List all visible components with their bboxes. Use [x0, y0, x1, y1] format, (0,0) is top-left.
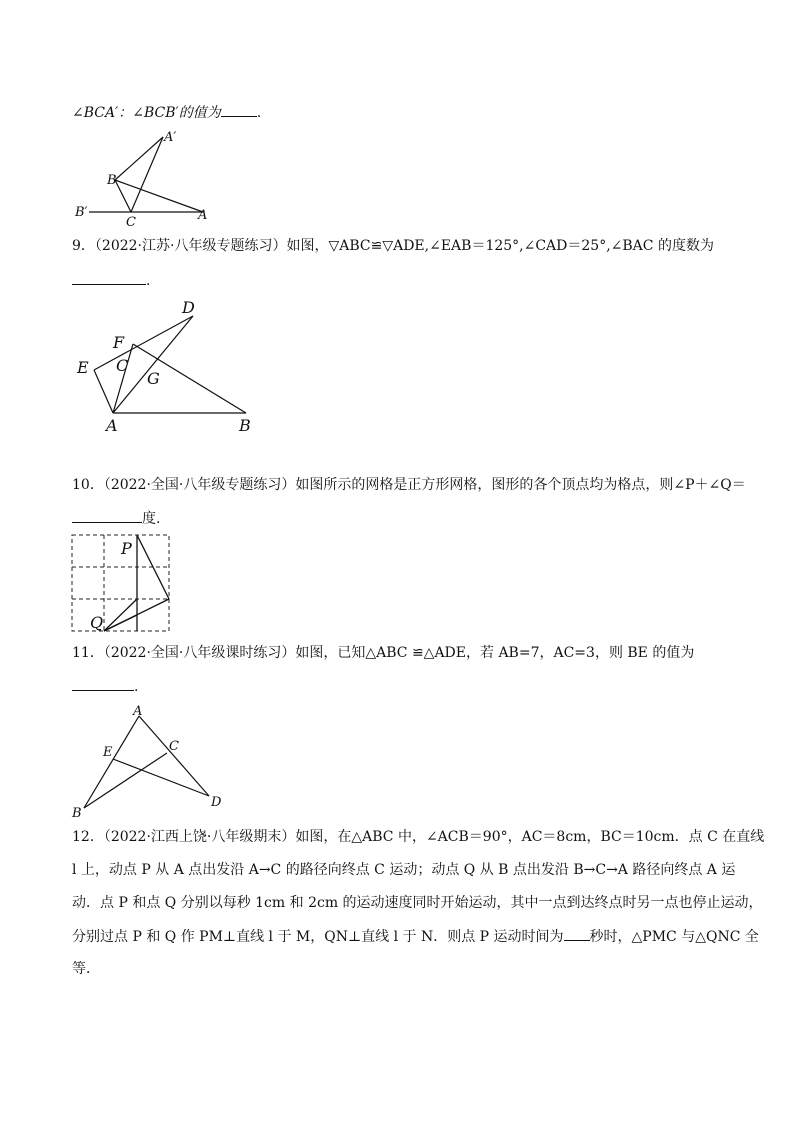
fig11-label-c: C — [169, 739, 179, 754]
fig10-label-p: P — [121, 539, 132, 558]
q11-number: 11． — [72, 645, 104, 661]
q12-line1-text: 如图，在△ABC 中，∠ACB＝90°，AC＝8cm，BC＝10cm．点 C 在直线 — [295, 829, 765, 845]
q8-tail-end: . — [256, 105, 262, 121]
q10-text: 如图所示的网格是正方形网格，图形的各个顶点均为格点，则∠P＋∠Q＝ — [295, 477, 746, 493]
answer-blank[interactable] — [564, 927, 590, 941]
q12-number: 12． — [72, 829, 104, 845]
fig9-label-e: E — [77, 358, 89, 377]
fig9-label-b: B — [239, 416, 251, 435]
fig10-label-q: Q — [90, 613, 104, 632]
q9-text: 如图，▽ABC≌▽ADE,∠EAB＝125°,∠CAD＝25°,∠BAC 的度数为 — [286, 238, 714, 254]
q12-source: （2022·江西上饶·八年级期末） — [103, 829, 296, 845]
q12-line2-text: l 上，动点 P 从 A 点出发沿 A→C 的路径向终点 C 运动；动点 Q 从 B 点出发沿 B→C→A 路径向终点 A 运 — [72, 862, 736, 878]
fig9-label-g: G — [147, 369, 160, 388]
q12-line3-text: 动．点 P 和点 Q 分别以每秒 1cm 和 2cm 的运动速度同时开始运动，其中一点到达终点时另一点也停止运动， — [72, 895, 763, 911]
fig9-label-f: F — [113, 333, 125, 352]
fig11-label-a: A — [133, 704, 143, 719]
fig8-label-b-prime: B′ — [75, 205, 88, 220]
q9-end: . — [146, 273, 151, 289]
fig9-label-a: A — [106, 416, 118, 435]
fig8-label-a: A — [198, 208, 208, 223]
q9-source: （2022·江苏·八年级专题练习） — [94, 238, 287, 254]
q12-line3 — [72, 894, 763, 912]
q11-end: . — [134, 679, 139, 695]
fig11-label-b: B — [72, 806, 82, 821]
q10-number: 10． — [72, 477, 104, 493]
q12-line4b-text: 秒时，△PMC 与△QNC 全 — [589, 929, 759, 945]
fig9-label-d: D — [182, 298, 195, 317]
q12-line4a-text: 分别过点 P 和 Q 作 PM⊥直线 l 于 M，QN⊥直线 l 于 N．则点 P 运动时间为 — [72, 929, 564, 945]
q12-line5 — [72, 960, 100, 978]
q11-source: （2022·全国·八年级课时练习） — [103, 645, 296, 661]
fig11-label-d: D — [211, 795, 222, 810]
fig8-label-a-prime: A′ — [164, 130, 177, 145]
q9-number: 9． — [72, 238, 95, 254]
fig11-label-e: E — [103, 745, 113, 760]
q10-source: （2022·全国·八年级专题练习） — [103, 477, 296, 493]
q8-tail-text: ∠BCA′：∠BCB′的值为 — [72, 105, 221, 121]
fig8-label-b: B — [107, 173, 117, 188]
fig8-label-c: C — [126, 215, 136, 230]
q12-line5-text: 等． — [72, 961, 100, 977]
q11-text: 如图，已知△ABC ≌△ADE，若 AB=7，AC=3，则 BE 的值为 — [295, 645, 695, 661]
q10-unit: 度. — [142, 511, 161, 527]
q12-line2 — [72, 861, 735, 879]
q12-line4 — [72, 927, 759, 946]
fig9-label-c: C — [116, 356, 129, 375]
q12-line1 — [72, 828, 764, 846]
